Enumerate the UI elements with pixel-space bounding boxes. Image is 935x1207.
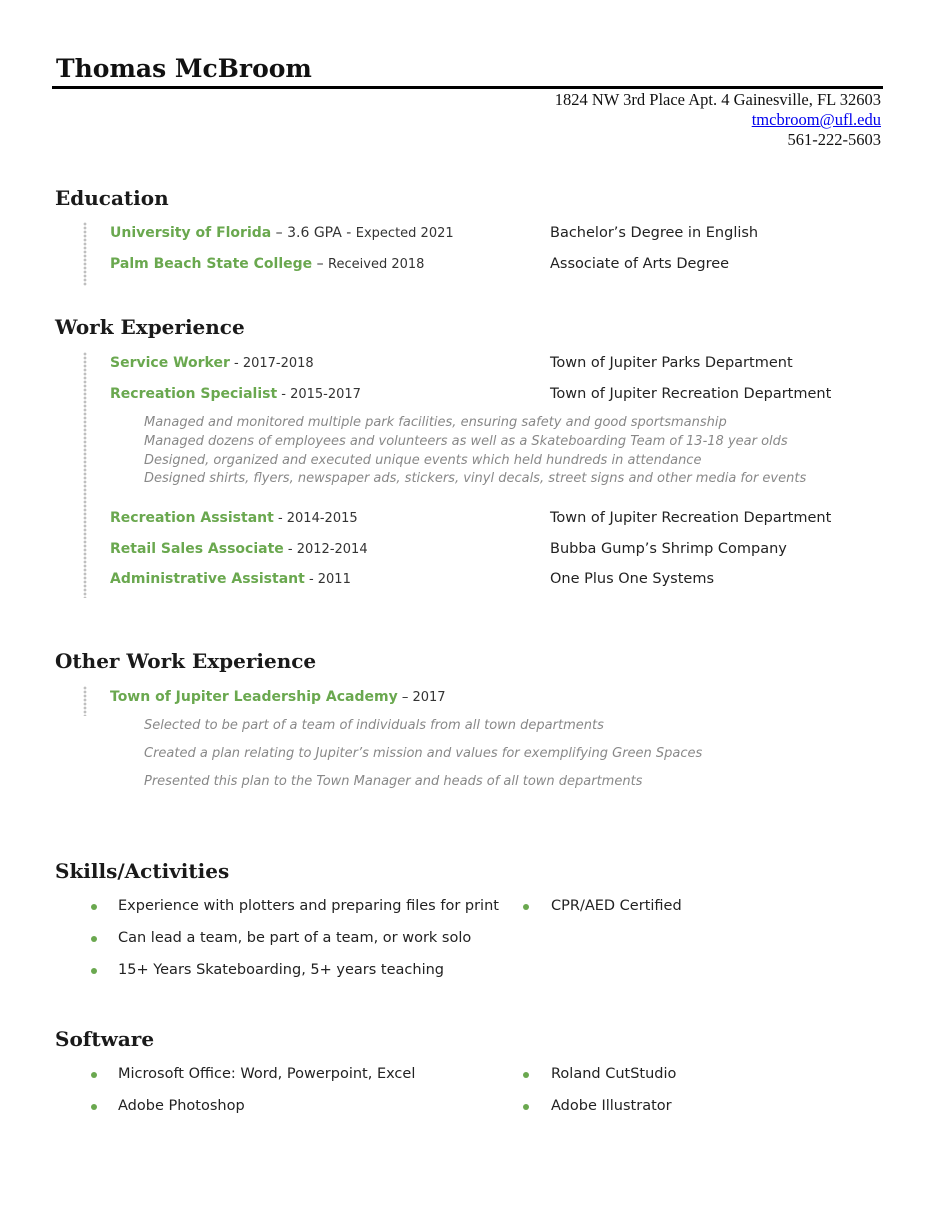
software-item: Roland CutStudio [551,1066,677,1082]
school-name: University of Florida [110,225,272,241]
skills-title: Skills/Activities [55,859,230,883]
contact-block [555,90,881,150]
job-row: Town of Jupiter Leadership Academy – 2017 [110,689,446,705]
job-role: Recreation Specialist [110,386,278,402]
job-row: Administrative Assistant - 2011 [110,571,351,587]
job-role: Retail Sales Associate [110,541,284,557]
work-title: Work Experience [55,315,245,339]
phone: 561-222-5603 [787,130,881,149]
software-item: Adobe Photoshop [118,1098,245,1114]
bullet-icon [523,1104,529,1110]
job-org: Town of Jupiter Recreation Department [550,510,832,526]
software-item: Adobe Illustrator [551,1098,672,1114]
resume-name: Thomas McBroom [56,54,312,83]
duty-line: Managed dozens of employees and volunteers as well as a Skateboarding Team of 13-18 year olds [144,434,788,449]
skill-item: Can lead a team, be part of a team, or work solo [118,930,472,946]
work-dotted-rule [83,352,87,598]
duty-line: Presented this plan to the Town Manager and heads of all town departments [144,774,643,789]
job-role: Town of Jupiter Leadership Academy [110,689,398,705]
skill-item: CPR/AED Certified [551,898,682,914]
education-item: Palm Beach State College – Received 2018 [110,256,425,272]
job-org: Bubba Gump’s Shrimp Company [550,541,787,557]
degree: Associate of Arts Degree [550,256,730,272]
bullet-icon [91,904,97,910]
education-dotted-rule [83,222,87,286]
job-org: Town of Jupiter Parks Department [550,355,793,371]
job-row: Retail Sales Associate - 2012-2014 [110,541,368,557]
school-name: Palm Beach State College [110,256,313,272]
skill-item: Experience with plotters and preparing files for print [118,898,499,914]
degree: Bachelor’s Degree in English [550,225,759,241]
education-item: University of Florida – 3.6 GPA - Expected 2021 [110,225,454,241]
job-row: Recreation Assistant - 2014-2015 [110,510,358,526]
address: 1824 NW 3rd Place Apt. 4 Gainesville, FL 32603 [554,90,881,109]
bullet-icon [91,1072,97,1078]
job-role: Recreation Assistant [110,510,274,526]
duty-line: Designed, organized and executed unique events which held hundreds in attendance [144,453,702,468]
bullet-icon [91,1104,97,1110]
bullet-icon [523,1072,529,1078]
software-item: Microsoft Office: Word, Powerpoint, Excel [118,1066,416,1082]
job-row: Service Worker - 2017-2018 [110,355,314,371]
job-role: Administrative Assistant [110,571,305,587]
bullet-icon [523,904,529,910]
education-title: Education [55,186,169,210]
software-title: Software [55,1027,155,1051]
duty-line: Created a plan relating to Jupiter’s mission and values for exemplifying Green Spaces [144,746,703,761]
email-link[interactable]: tmcbroom@ufl.edu [751,110,881,129]
job-org: Town of Jupiter Recreation Department [550,386,832,402]
skill-item: 15+ Years Skateboarding, 5+ years teaching [118,962,444,978]
job-role: Service Worker [110,355,230,371]
bullet-icon [91,936,97,942]
job-row: Recreation Specialist - 2015-2017 [110,386,361,402]
header-rule [52,86,883,89]
duty-line: Managed and monitored multiple park facilities, ensuring safety and good sportsmanship [144,415,727,430]
duty-line: Designed shirts, flyers, newspaper ads, stickers, vinyl decals, street signs and other media for events [144,471,807,486]
other-dotted-rule [83,686,87,716]
duty-line: Selected to be part of a team of individuals from all town departments [144,718,604,733]
bullet-icon [91,968,97,974]
job-org: One Plus One Systems [550,571,715,587]
other-work-title: Other Work Experience [55,649,317,673]
